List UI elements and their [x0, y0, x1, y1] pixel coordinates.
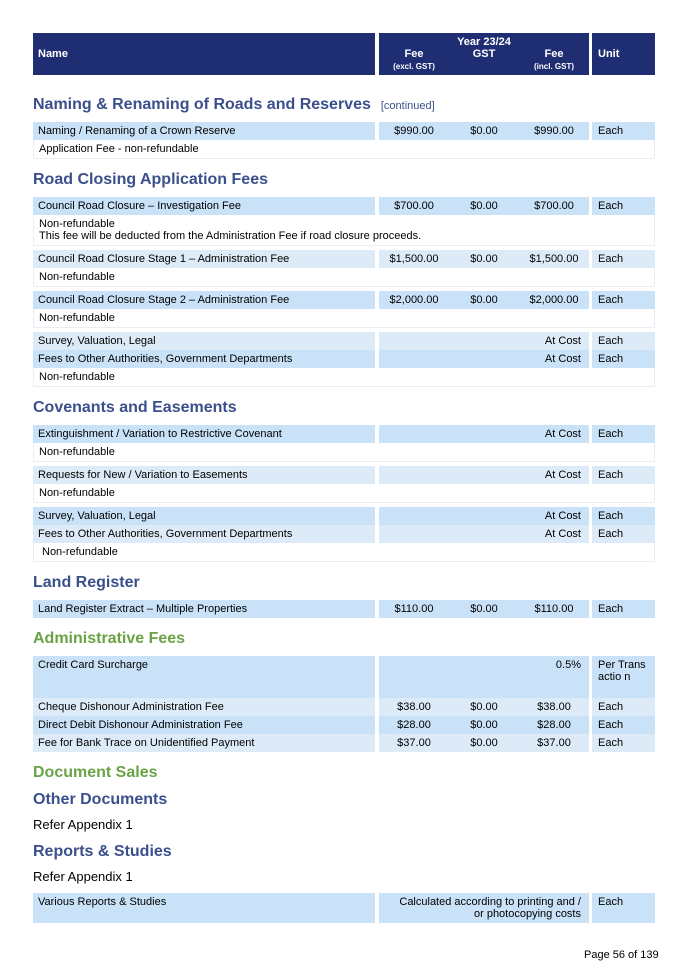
section-title-admin: Administrative Fees	[33, 630, 186, 647]
row-note: Non-refundable	[33, 443, 655, 462]
table-row	[33, 122, 655, 140]
section-title-land-register: Land Register	[33, 574, 140, 591]
row-unit: Each	[592, 122, 655, 140]
other-documents-text: Refer Appendix 1	[33, 817, 133, 832]
header-fee-incl-sub: (incl. GST)	[534, 62, 574, 71]
row-note: Application Fee - non-refundable	[33, 140, 655, 159]
naming-title-text: Naming & Renaming of Roads and Reserves	[33, 96, 371, 113]
table-row	[33, 350, 655, 368]
header-fee-excl-label: Fee	[404, 48, 424, 60]
row-unit: Each	[592, 197, 655, 215]
row-name: Direct Debit Dishonour Administration Fee	[33, 716, 375, 734]
note-line-1: Non-refundable	[39, 218, 115, 230]
row-unit: Each	[592, 525, 655, 543]
section-title-covenants: Covenants and Easements	[33, 399, 237, 416]
row-fee-excl: $700.00	[394, 200, 434, 212]
header-fee-excl	[379, 48, 449, 71]
table-row	[33, 716, 655, 734]
section-title-other-documents: Other Documents	[33, 791, 168, 808]
row-name: Council Road Closure – Investigation Fee	[33, 197, 375, 215]
table-row	[33, 425, 655, 443]
row-unit: Each	[592, 507, 655, 525]
table-row	[33, 893, 655, 923]
row-unit: Each	[592, 716, 655, 734]
row-unit: Per Transactio n	[592, 656, 655, 698]
row-fee-incl: $110.00	[534, 603, 574, 615]
table-row	[33, 525, 655, 543]
row-unit: Each	[592, 893, 655, 923]
note-line-2: This fee will be deducted from the Administration Fee if road closure proceeds.	[39, 230, 422, 242]
continued-label: [continued]	[380, 100, 435, 112]
row-note: Non-refundable	[33, 543, 655, 562]
section-title-document-sales: Document Sales	[33, 764, 158, 781]
row-fee: At Cost	[544, 335, 581, 347]
row-name: Requests for New / Variation to Easements	[33, 466, 375, 484]
section-title-naming	[33, 96, 655, 114]
table-row	[33, 507, 655, 525]
table-row	[33, 600, 655, 618]
header-unit: Unit	[598, 48, 620, 60]
table-row	[33, 250, 655, 268]
row-name: Survey, Valuation, Legal	[33, 332, 375, 350]
row-unit: Each	[592, 332, 655, 350]
row-fee: At Cost	[544, 428, 581, 440]
row-name: Fees to Other Authorities, Government Departments	[33, 525, 375, 543]
table-header	[33, 33, 655, 75]
row-gst: $0.00	[470, 253, 498, 265]
table-row	[33, 734, 655, 752]
row-fee: Calculated according to printing and / or photocopying costs	[399, 896, 581, 920]
reports-text: Refer Appendix 1	[33, 869, 133, 884]
row-name: Fee for Bank Trace on Unidentified Payment	[33, 734, 375, 752]
table-row	[33, 197, 655, 215]
row-fee-excl: $2,000.00	[389, 294, 439, 306]
header-fee-incl-label: Fee	[544, 48, 564, 60]
header-year: Year 23/24	[457, 36, 511, 48]
row-gst: $0.00	[470, 125, 498, 137]
row-name: Survey, Valuation, Legal	[33, 507, 375, 525]
row-fee-excl: $28.00	[397, 719, 431, 731]
header-name: Name	[38, 48, 68, 60]
page-number: Page 56 of 139	[584, 949, 659, 961]
row-name: Fees to Other Authorities, Government Departments	[33, 350, 375, 368]
header-gst: GST	[472, 48, 496, 60]
row-fee: 0.5%	[555, 659, 581, 671]
row-unit: Each	[592, 466, 655, 484]
row-fee: At Cost	[544, 353, 581, 365]
row-fee: At Cost	[544, 510, 581, 522]
row-fee-excl: $1,500.00	[389, 253, 439, 265]
row-fee-incl: $990.00	[534, 125, 574, 137]
row-unit: Each	[592, 425, 655, 443]
row-name: Extinguishment / Variation to Restrictive Covenant	[33, 425, 375, 443]
header-fees-cell	[379, 33, 589, 75]
row-fee-incl: $37.00	[537, 737, 571, 749]
row-fee-excl: $990.00	[394, 125, 434, 137]
row-gst: $0.00	[470, 701, 498, 713]
row-fee-incl: $28.00	[537, 719, 571, 731]
row-fee-excl: $38.00	[397, 701, 431, 713]
row-unit: Each	[592, 250, 655, 268]
row-fee-incl: $38.00	[537, 701, 571, 713]
row-fee: At Cost	[544, 469, 581, 481]
table-row	[33, 656, 655, 698]
row-unit: Each	[592, 600, 655, 618]
row-gst: $0.00	[470, 294, 498, 306]
row-name: Council Road Closure Stage 1 – Administration Fee	[33, 250, 375, 268]
row-fee: At Cost	[544, 528, 581, 540]
header-name-cell	[33, 33, 375, 75]
header-fee-incl	[519, 48, 589, 71]
row-unit: Each	[592, 734, 655, 752]
row-name: Various Reports & Studies	[33, 893, 375, 923]
header-unit-cell	[592, 33, 655, 75]
row-note: Non-refundable	[33, 309, 655, 328]
fee-schedule-page	[33, 33, 655, 923]
row-fee-incl: $700.00	[534, 200, 574, 212]
section-title-reports: Reports & Studies	[33, 843, 172, 860]
row-unit: Each	[592, 350, 655, 368]
row-note	[33, 215, 655, 246]
table-row	[33, 466, 655, 484]
row-name: Council Road Closure Stage 2 – Administration Fee	[33, 291, 375, 309]
row-gst: $0.00	[470, 719, 498, 731]
row-unit: Each	[592, 291, 655, 309]
row-gst: $0.00	[470, 200, 498, 212]
row-note: Non-refundable	[33, 484, 655, 503]
header-fee-excl-sub: (excl. GST)	[393, 62, 435, 71]
row-fee-excl: $110.00	[394, 603, 434, 615]
row-name: Land Register Extract – Multiple Properties	[33, 600, 375, 618]
row-fee-excl: $37.00	[397, 737, 431, 749]
table-row	[33, 332, 655, 350]
row-gst: $0.00	[470, 737, 498, 749]
row-note: Non-refundable	[33, 368, 655, 387]
row-name: Naming / Renaming of a Crown Reserve	[33, 122, 375, 140]
row-fee-incl: $2,000.00	[529, 294, 579, 306]
row-note: Non-refundable	[33, 268, 655, 287]
row-unit: Each	[592, 698, 655, 716]
row-gst: $0.00	[470, 603, 498, 615]
row-name: Credit Card Surcharge	[33, 656, 375, 698]
row-fee-incl: $1,500.00	[529, 253, 579, 265]
section-title-road-closing: Road Closing Application Fees	[33, 171, 268, 188]
row-name: Cheque Dishonour Administration Fee	[33, 698, 375, 716]
table-row	[33, 291, 655, 309]
table-row	[33, 698, 655, 716]
